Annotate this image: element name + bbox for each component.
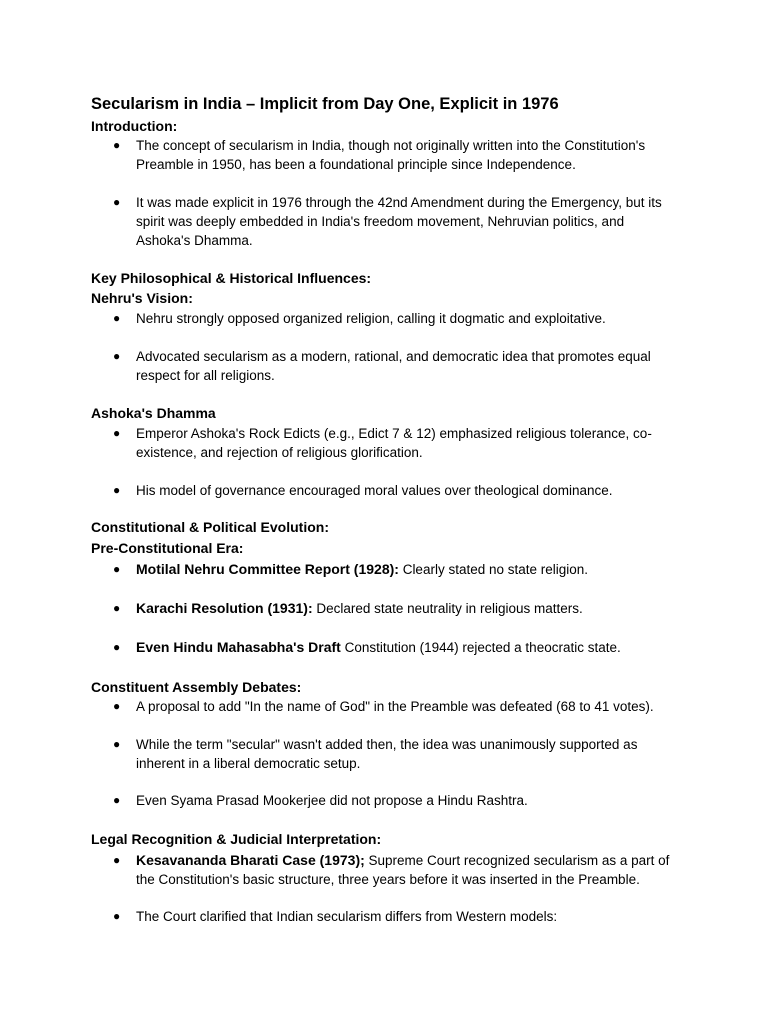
item-text: Supreme Court recognized secularism as a part of the Constitution's basic structure, three years before it was inserted in the Preamble. bbox=[136, 853, 670, 887]
list-item-text: While the term "secular" wasn't added then, the idea was unanimously supported as inherent in a liberal democratic setup. bbox=[136, 737, 638, 771]
list-item bbox=[91, 791, 691, 810]
list-item bbox=[91, 907, 691, 926]
subheading-nehru-vision: Nehru's Vision: bbox=[91, 290, 193, 306]
bullet-icon: ● bbox=[113, 562, 121, 576]
item-text: Clearly stated no state religion. bbox=[398, 562, 589, 577]
bullet-icon: ● bbox=[113, 640, 121, 654]
section-heading-legal: Legal Recognition & Judicial Interpretation: bbox=[91, 831, 382, 847]
item-lead: Motilal Nehru Committee Report (1928): bbox=[136, 561, 399, 577]
bullet-icon: ● bbox=[113, 737, 121, 751]
bullet-icon: ● bbox=[113, 699, 121, 713]
list-item-text: Advocated secularism as a modern, rational, and democratic idea that promotes equal respect for all religions. bbox=[136, 349, 651, 383]
bullet-icon: ● bbox=[113, 853, 121, 867]
bullet-icon: ● bbox=[113, 349, 121, 363]
bullet-icon: ● bbox=[113, 909, 121, 923]
list-item bbox=[91, 481, 691, 500]
list-item-text: It was made explicit in 1976 through the 42nd Amendment during the Emergency, but its spirit was deeply embedded in India's freedom movement, Nehruvian politics, and Ashoka's Dhamma. bbox=[136, 195, 662, 248]
list-item bbox=[91, 136, 691, 174]
list-item-text: His model of governance encouraged moral values over theological dominance. bbox=[136, 483, 613, 498]
list-item bbox=[91, 560, 691, 579]
list-item bbox=[91, 309, 691, 328]
list-item-text: Nehru strongly opposed organized religion, calling it dogmatic and exploitative. bbox=[136, 311, 606, 326]
item-text: Declared state neutrality in religious matters. bbox=[312, 601, 583, 616]
list-item-text: Even Syama Prasad Mookerjee did not propose a Hindu Rashtra. bbox=[136, 793, 528, 808]
bullet-icon: ● bbox=[113, 311, 121, 325]
list-item-text: The Court clarified that Indian secularism differs from Western models: bbox=[136, 909, 558, 924]
document-title: Secularism in India – Implicit from Day One, Explicit in 1976 bbox=[91, 95, 559, 113]
list-item bbox=[91, 735, 691, 773]
list-item bbox=[91, 424, 691, 462]
list-item bbox=[91, 599, 691, 618]
bullet-icon: ● bbox=[113, 601, 121, 615]
list-item bbox=[91, 697, 691, 716]
list-item-text: The concept of secularism in India, though not originally written into the Constitution's Preamble in 1950, has been a foundational principle since Independence. bbox=[136, 138, 646, 172]
list-item bbox=[91, 347, 691, 385]
item-lead: Karachi Resolution (1931): bbox=[136, 600, 313, 616]
subheading-assembly-debates: Constituent Assembly Debates: bbox=[91, 679, 302, 695]
list-item bbox=[91, 193, 691, 250]
bullet-icon: ● bbox=[113, 793, 121, 807]
section-heading-influences: Key Philosophical & Historical Influences: bbox=[91, 270, 372, 286]
subheading-pre-constitutional: Pre-Constitutional Era: bbox=[91, 540, 244, 556]
section-heading-introduction: Introduction: bbox=[91, 118, 178, 134]
list-item-text: Emperor Ashoka's Rock Edicts (e.g., Edict 7 & 12) emphasized religious tolerance, co-existence, and rejection of religious glorification. bbox=[136, 426, 652, 460]
bullet-icon: ● bbox=[113, 138, 121, 152]
section-heading-evolution: Constitutional & Political Evolution: bbox=[91, 519, 329, 535]
item-text: Constitution (1944) rejected a theocratic state. bbox=[340, 640, 621, 655]
list-item-text: A proposal to add "In the name of God" in the Preamble was defeated (68 to 41 votes). bbox=[136, 699, 654, 714]
item-lead: Even Hindu Mahasabha's Draft bbox=[136, 639, 341, 655]
subheading-ashoka-dhamma: Ashoka's Dhamma bbox=[91, 405, 216, 421]
list-item bbox=[91, 638, 691, 657]
bullet-icon: ● bbox=[113, 195, 121, 209]
item-lead: Kesavananda Bharati Case (1973); bbox=[136, 852, 365, 868]
bullet-icon: ● bbox=[113, 483, 121, 497]
bullet-icon: ● bbox=[113, 426, 121, 440]
list-item bbox=[91, 851, 691, 889]
